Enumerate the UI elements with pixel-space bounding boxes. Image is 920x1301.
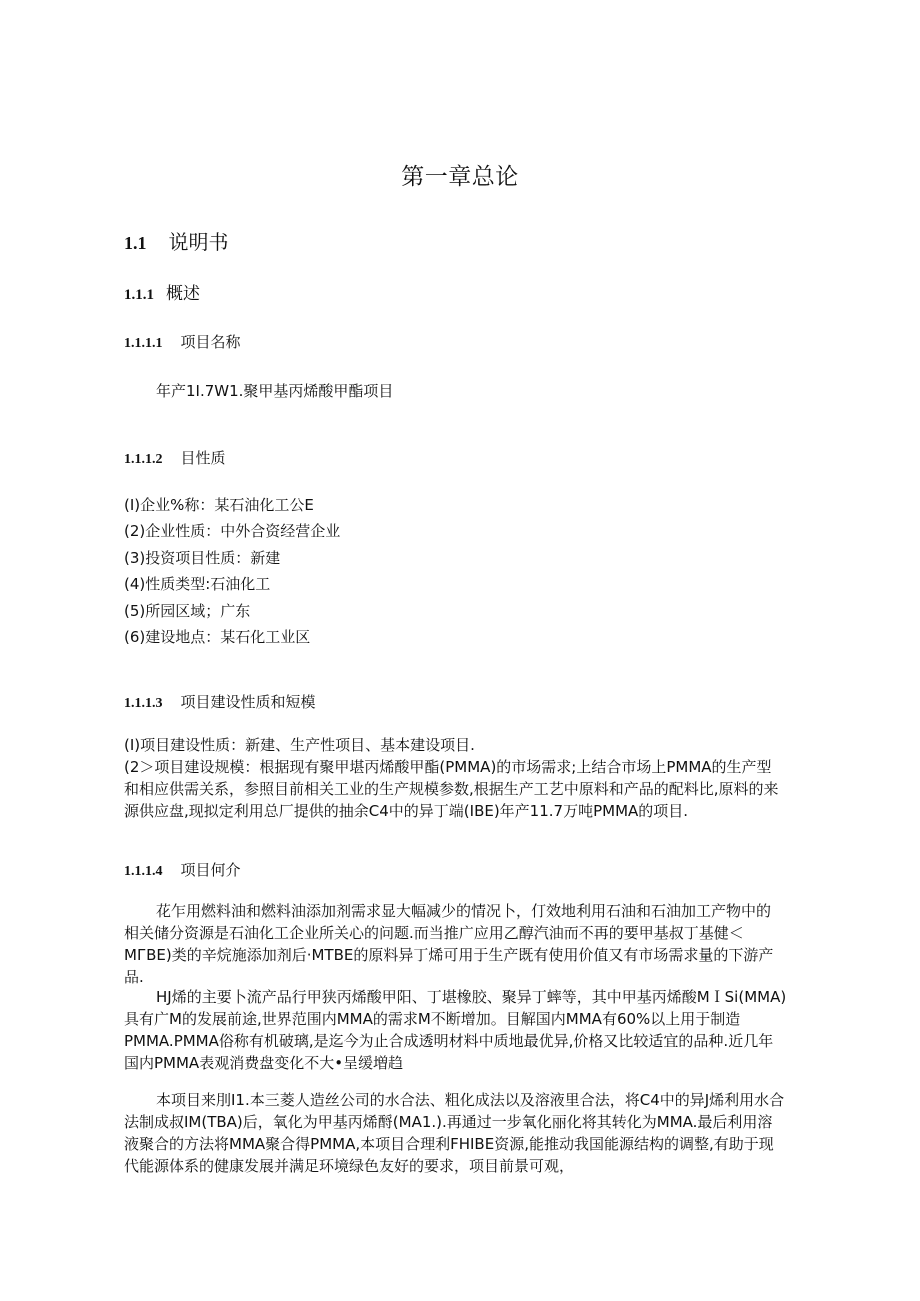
- text-line: 源供应盘,现拟定利用总厂提供的抽余C4中的异丁端(IBE)年产11.7万吨PMMA的项目.: [124, 802, 689, 820]
- intro-paragraph-3: [124, 1089, 800, 1177]
- text-line: 国内PMMA表观消费盘变化不大•呈缓増趋: [124, 1054, 404, 1072]
- list-item: (I)企业%称：某石油化工公E: [124, 496, 314, 514]
- text-line: 和相应供需关系，参照目前相关工业的生产规模参数,根据生产工艺中原料和产品的配料比,原料的来: [124, 780, 779, 798]
- text-line: HJ烯的主要卜流产品行甲狭丙烯酸甲阳、丁堪橡胶、聚异丁蟀等，其中甲基丙烯酸MＩSi(MMA): [156, 988, 787, 1006]
- construction-scale-text: [124, 734, 800, 822]
- list-item: (6)建设地点：某石化工业区: [124, 628, 311, 646]
- heading-project-intro: [124, 859, 241, 883]
- list-item: (4)性质类型:石油化工: [124, 575, 271, 593]
- section-number: 1.1: [124, 233, 147, 253]
- text-line: 本项目来刖I1.本三菱人造丝公司的水合法、粗化成法以及溶液里合法，将C4中的异J烯利用水合: [156, 1091, 785, 1109]
- text-line: 品.: [124, 968, 144, 986]
- subsection-title: 概述: [166, 284, 200, 304]
- heading-project-name: [124, 331, 241, 355]
- text-line: MГBE)类的辛烷施添加剂后·MTBE的原料异丁烯可用于生产既有使用价值又有市场需求量的下游产: [124, 946, 774, 964]
- project-name-text: 年产1I.7W1.聚甲基丙烯酸甲酯项目: [156, 382, 394, 400]
- text-line: 代能源体系的健康发展并满足环境绿色友好的要求，项目前景可观，: [124, 1157, 575, 1175]
- heading-title: 目性质: [180, 449, 226, 467]
- list-item: (2)企业性质：中外合资经营企业: [124, 522, 341, 540]
- chapter-title: 第一章总论: [401, 164, 519, 190]
- intro-paragraph-1: [124, 900, 800, 988]
- list-item: (3)投资项目性质：新建: [124, 549, 281, 567]
- heading-title: 项目建设性质和短模: [180, 693, 316, 711]
- heading-number: 1.1.1.2: [124, 452, 163, 467]
- list-item: (5)所园区域；广东: [124, 602, 251, 620]
- heading-number: 1.1.1.3: [124, 696, 163, 711]
- subsection-number: 1.1.1: [124, 287, 154, 303]
- section-title: 说明书: [168, 230, 229, 254]
- section-heading: [124, 229, 229, 256]
- text-line: 法制成叔IM(TBA)后，氧化为甲基丙烯酹(MA1.).再通过一步氧化丽化将其转化为MMA.最后利用溶: [124, 1113, 773, 1131]
- heading-construction-scale: [124, 691, 316, 715]
- heading-project-nature: [124, 447, 226, 471]
- heading-number: 1.1.1.4: [124, 864, 163, 879]
- text-line: 花乍用燃料油和燃料油添加剂需求显大幅减少的情况卜，仃效地利用石油和石油加工产物中的: [156, 902, 772, 920]
- subsection-heading: [124, 282, 200, 307]
- heading-title: 项目何介: [180, 861, 241, 879]
- heading-title: 项目名称: [180, 333, 241, 351]
- text-line: 具有广M的发展前途,世界范围内MMA的需求M不断增加。目解国内MMA有60%以上用于制造: [124, 1010, 741, 1028]
- text-line: (I)项目建设性质：新建、生产性项目、基本建设项目.: [124, 736, 475, 754]
- text-line: 相关储分资源是石油化工企业所关心的问题.而当推广应用乙醇汽油而不再的要甲基叔丁基健＜: [124, 924, 744, 942]
- intro-paragraph-2: [124, 986, 800, 1074]
- text-line: (2＞项目建设规模：根据现有聚甲堪丙烯酸甲酯(PMMA)的市场需求;上结合市场上PMMA的生产型: [124, 758, 772, 776]
- text-line: PMMA.PMMA俗称有机破璃,是迄今为止合成透明材料中质地最优异,价格又比较适宜的品种.近几年: [124, 1032, 774, 1050]
- text-line: 液聚合的方法将MMA聚合得PMMA,本项目合理利FHIBE资源,能推动我国能源结构的调整,有助于现: [124, 1135, 774, 1153]
- heading-number: 1.1.1.1: [124, 336, 163, 351]
